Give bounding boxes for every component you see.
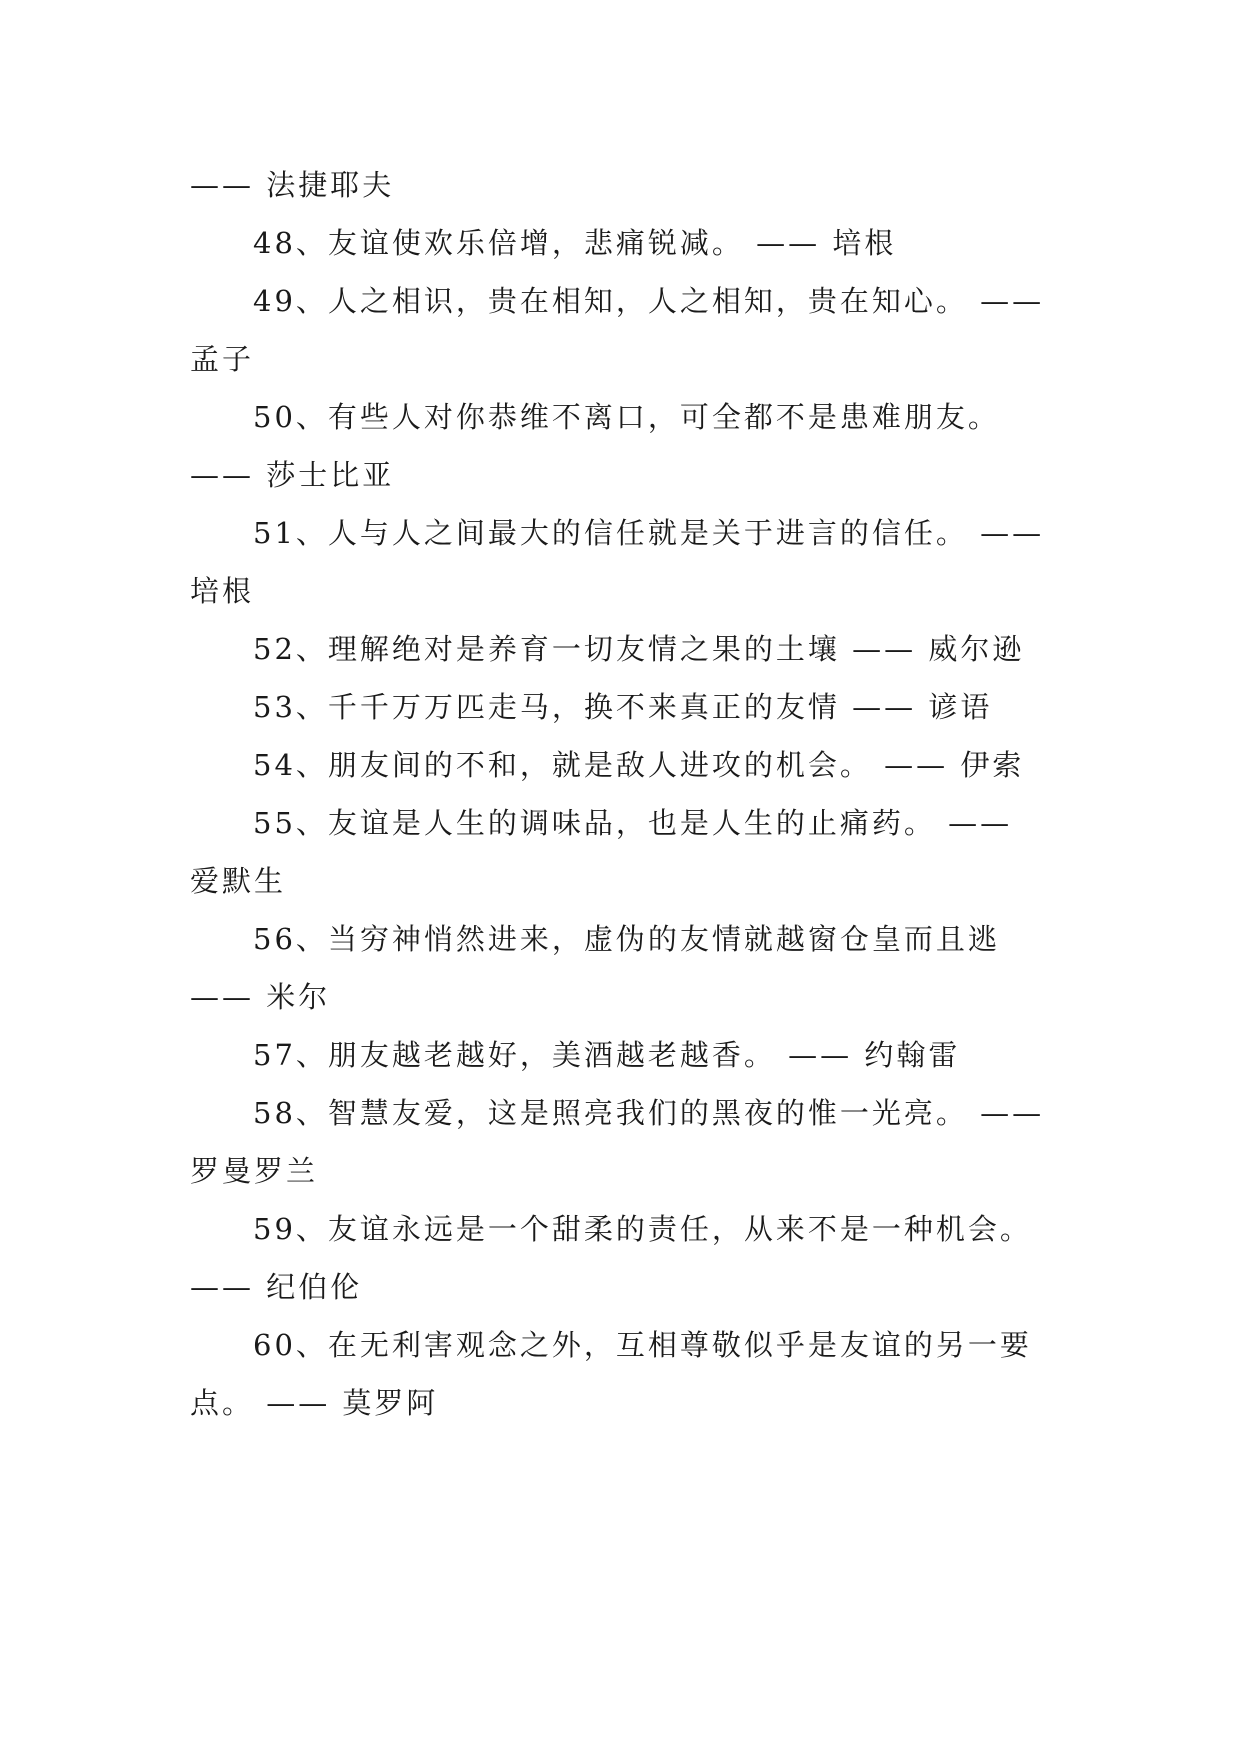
- quote-50: 50、有些人对你恭维不离口，可全都不是患难朋友。: [253, 400, 1000, 434]
- text-line: 罗曼罗兰: [190, 1154, 319, 1188]
- text-line: —— 纪伯伦: [190, 1270, 363, 1304]
- quote-60: 60、在无利害观念之外，互相尊敬似乎是友谊的另一要: [253, 1328, 1032, 1362]
- text-line: 爱默生: [190, 864, 287, 898]
- text-line: —— 莎士比亚: [190, 458, 395, 492]
- text-line: —— 米尔: [190, 980, 331, 1014]
- quote-58: 58、智慧友爱，这是照亮我们的黑夜的惟一光亮。 ——: [253, 1096, 1045, 1130]
- quote-49: 49、人之相识，贵在相知，人之相知，贵在知心。 ——: [253, 284, 1045, 318]
- quote-53: 53、千千万万匹走马，换不来真正的友情 —— 谚语: [253, 690, 993, 724]
- quote-54: 54、朋友间的不和，就是敌人进攻的机会。 —— 伊索: [253, 748, 1025, 782]
- quote-56: 56、当穷神悄然进来，虚伪的友情就越窗仓皇而且逃: [253, 922, 1000, 956]
- text-line: 点。 —— 莫罗阿: [190, 1386, 439, 1420]
- text-line: 孟子: [190, 342, 255, 376]
- text-line: 培根: [190, 574, 255, 608]
- quote-59: 59、友谊永远是一个甜柔的责任，从来不是一种机会。: [253, 1212, 1032, 1246]
- quote-55: 55、友谊是人生的调味品，也是人生的止痛药。 ——: [253, 806, 1013, 840]
- quote-52: 52、理解绝对是养育一切友情之果的土壤 —— 威尔逊: [253, 632, 1025, 666]
- quote-51: 51、人与人之间最大的信任就是关于进言的信任。 ——: [253, 516, 1045, 550]
- text-line: —— 法捷耶夫: [190, 168, 395, 202]
- quote-48: 48、友谊使欢乐倍增，悲痛锐减。 —— 培根: [253, 226, 897, 260]
- quote-57: 57、朋友越老越好，美酒越老越香。 —— 约翰雷: [253, 1038, 961, 1072]
